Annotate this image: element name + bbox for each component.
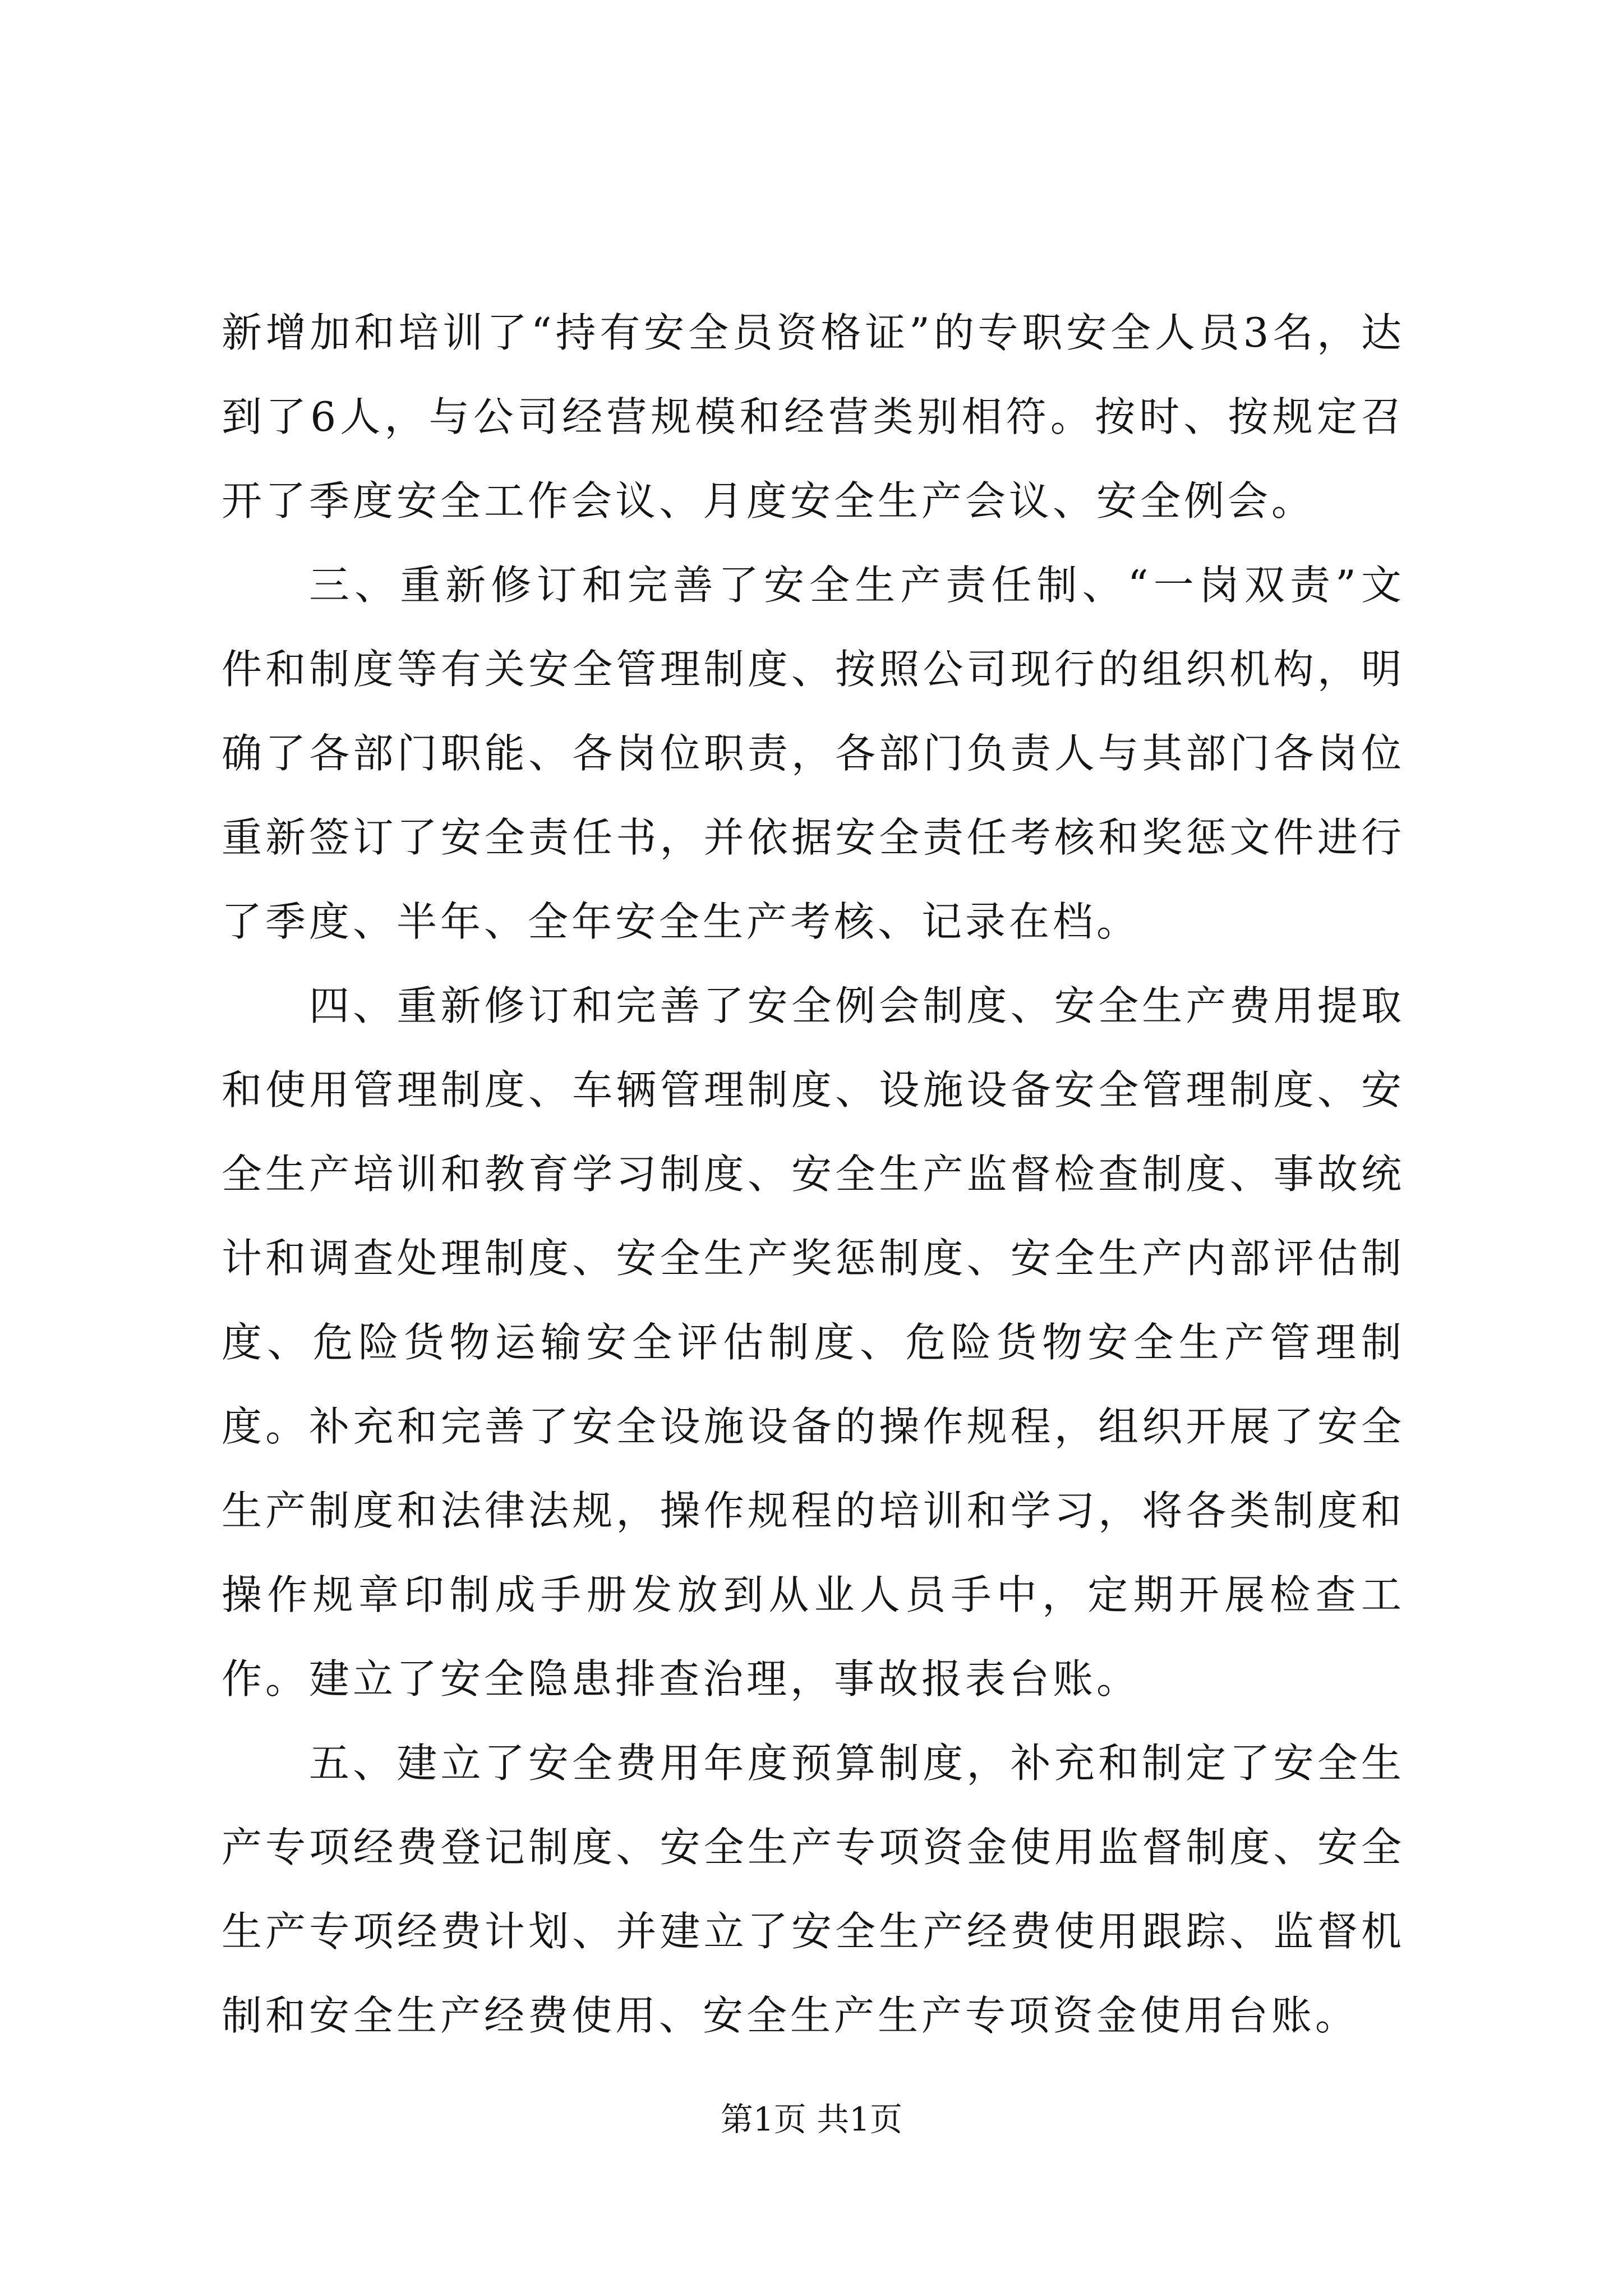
paragraph-3: 四、重新修订和完善了安全例会制度、安全生产费用提取和使用管理制度、车辆管理制度、设施设备安全管理制度、安全生产培训和教育学习制度、安全生产监督检查制度、事故统计和调查处理制度、安全生产奖惩制度、安全生产内部评估制度、危险货物运输安全评估制度、危险货物安全生产管理制度。补充和完善了安全设施设备的操作规程，组织开展了安全生产制度和法律法规，操作规程的培训和学习，将各类制度和操作规章印制成手册发放到从业人员手中，定期开展检查工作。建立了安全隐患排查治理，事故报表台账。 xyxy=(222,982,1405,1703)
paragraph-1: 新增加和培训了“持有安全员资格证”的专职安全人员3名，达到了6人，与公司经营规模和经营类别相符。按时、按规定召开了季度安全工作会议、月度安全生产会议、安全例会。 xyxy=(222,309,1405,524)
paragraph-2: 三、重新修订和完善了安全生产责任制、“一岗双责”文件和制度等有关安全管理制度、按照公司现行的组织机构，明确了各部门职能、各岗位职责，各部门负责人与其部门各岗位重新签订了安全责任书，并依据安全责任考核和奖惩文件进行了季度、半年、全年安全生产考核、记录在档。 xyxy=(222,562,1405,945)
document-body xyxy=(222,291,1405,2058)
paragraph-4: 五、建立了安全费用年度预算制度，补充和制定了安全生产专项经费登记制度、安全生产专项资金使用监督制度、安全生产专项经费计划、并建立了安全生产经费使用跟踪、监督机制和安全生产经费使用、安全生产生产专项资金使用台账。 xyxy=(222,1740,1405,2039)
page-number-footer: 第1页 共1页 xyxy=(720,2100,903,2138)
